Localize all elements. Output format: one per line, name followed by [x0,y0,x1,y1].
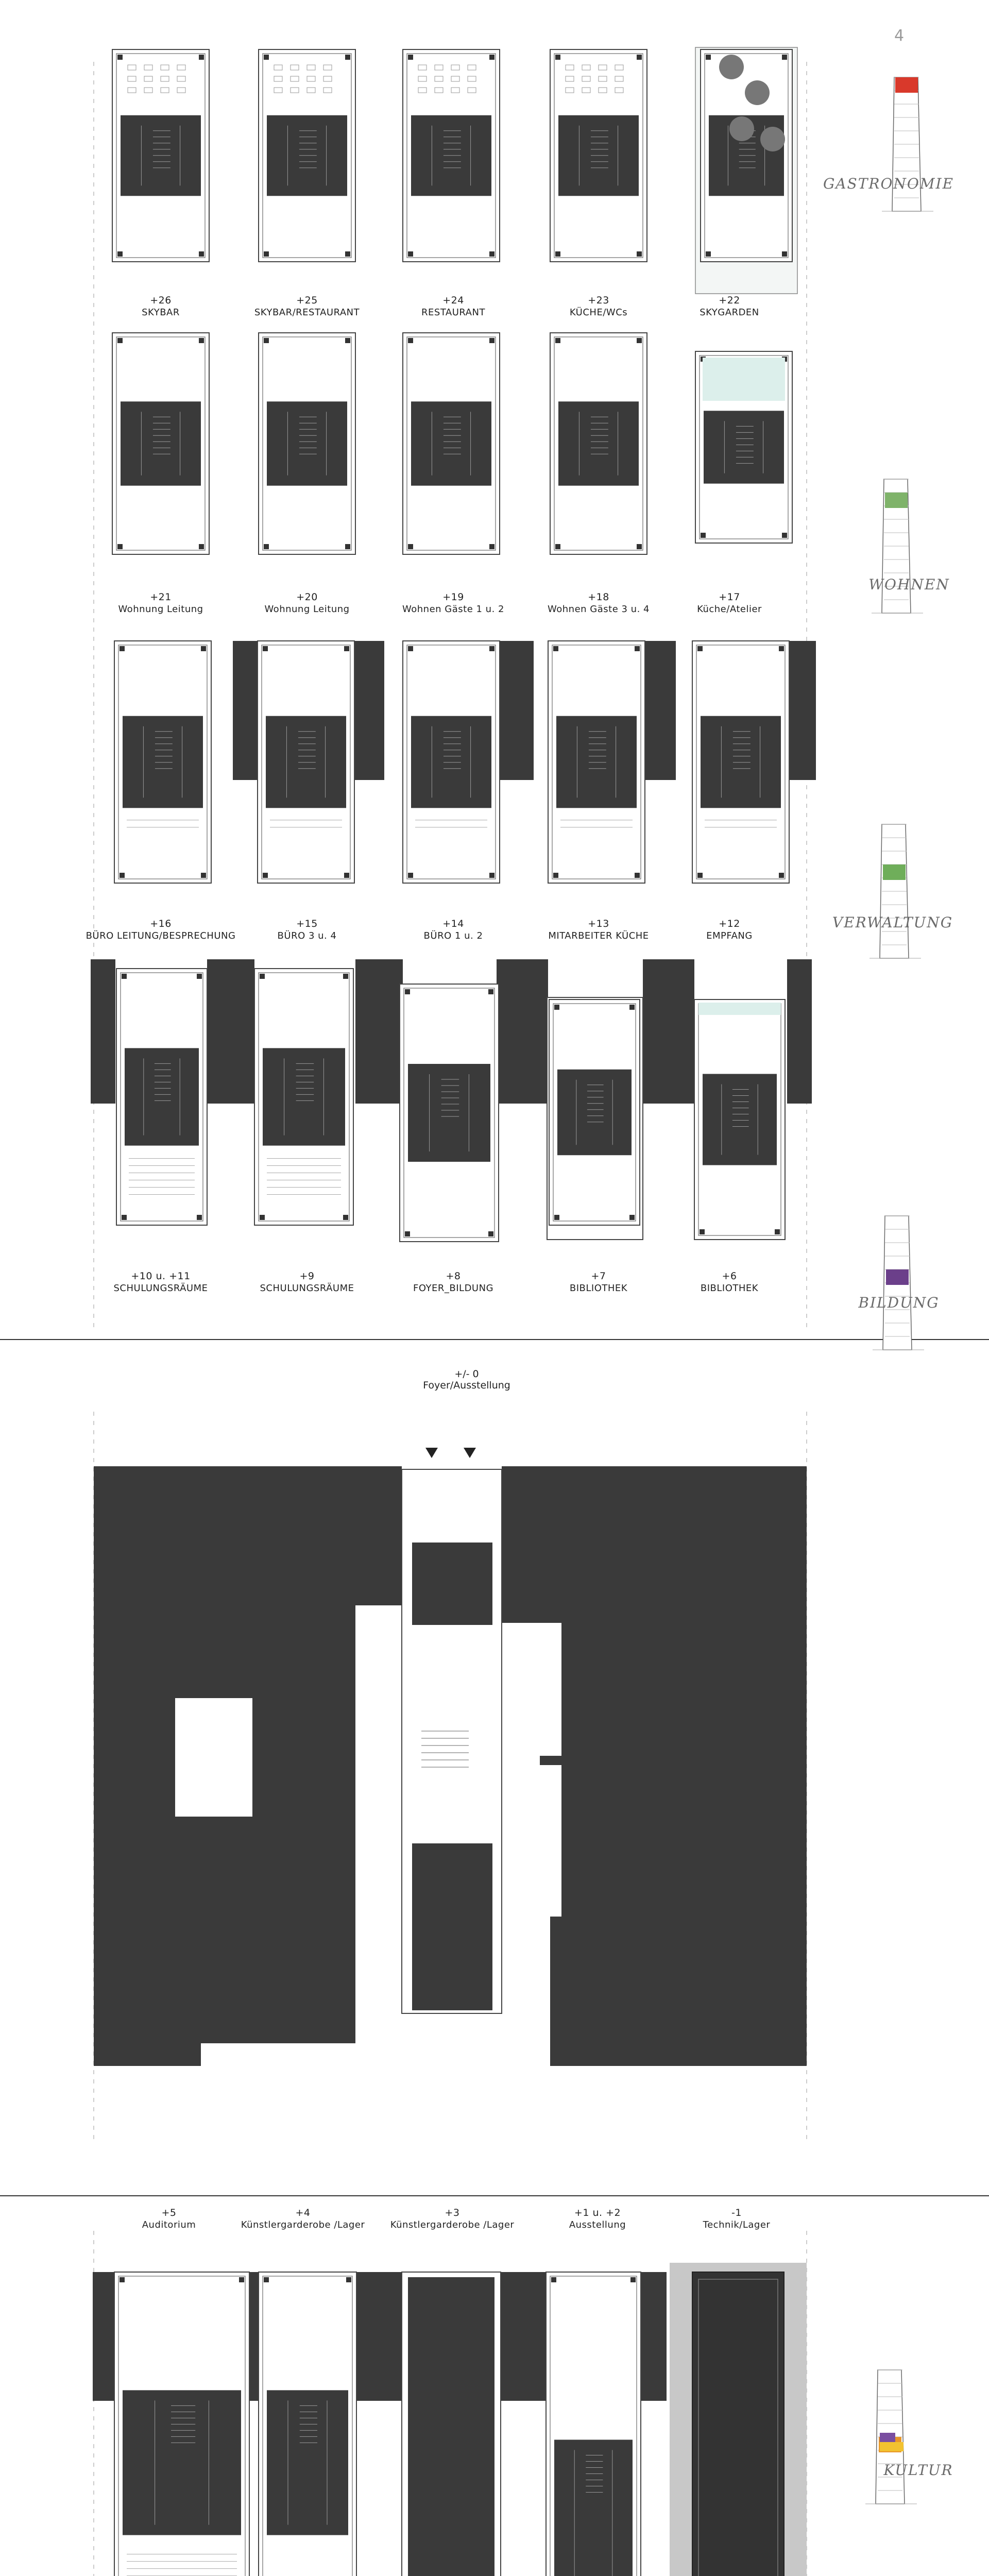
plan-column [408,646,413,651]
floor-label-plus10-11: +10 u. +11 SCHULUNGSRÄUME [113,1270,208,1294]
neighbour-building [355,959,403,1104]
plan-column [489,55,494,60]
neighbour-building [643,959,694,1104]
plan-column [489,338,494,343]
plan-column [405,1231,410,1236]
courtyard-void [175,1698,252,1817]
floor-label-plus14: +14 BÜRO 1 u. 2 [423,918,483,941]
plan-column [551,2277,556,2282]
plan-column [197,1215,202,1220]
floor-label-ground: +/- 0 Foyer/Ausstellung [423,1368,510,1391]
plan-column [779,873,784,878]
category-verwaltung: VERWALTUNG [832,914,953,931]
plan-column [637,55,642,60]
plan-column [264,544,269,549]
plan-column [555,544,560,549]
plan-core [558,401,639,485]
tree-symbol [760,127,785,151]
plan-column [264,2277,269,2282]
floor-label-plus16: +16 BÜRO LEITUNG/BESPRECHUNG [86,918,236,941]
plan-column [239,2277,244,2282]
neighbour-building [356,2272,402,2401]
plan-column [199,55,204,60]
plan-column [405,989,410,994]
floor-label-plus15: +15 BÜRO 3 u. 4 [277,918,337,941]
floor-label-plus23: +23 KÜCHE/WCs [569,295,628,318]
plan-column [630,2277,636,2282]
neighbour-building [233,641,261,780]
neighbour-building [91,959,115,1104]
plan-column [408,55,413,60]
plan-column [775,1229,780,1234]
floor-label-plus22: +22 SKYGARDEN [700,295,759,318]
plan-column [345,55,350,60]
plan-column [553,646,558,651]
plan-column [629,1215,635,1220]
plan-column [260,974,265,979]
plan-column [122,1215,127,1220]
plan-core [263,1048,345,1145]
plan-core [121,401,201,485]
plan-column [408,873,413,878]
plan-column [201,646,206,651]
plan-core [557,1070,632,1155]
floor-label-plus20: +20 Wohnung Leitung [264,591,350,615]
category-wohnen: WOHNEN [868,576,950,593]
neighbour-building [207,959,254,1104]
plan-column [345,338,350,343]
tower-highlight [886,1269,909,1285]
plan-column [263,646,268,651]
plan-column [408,338,413,343]
plan-core [411,716,491,808]
plan-core [703,1074,777,1165]
plan-column [706,251,711,257]
plan-column [488,1231,493,1236]
entrance-arrow [425,1448,438,1458]
neighbour-building [353,641,384,780]
plan-column [345,251,350,257]
plan-column [199,251,204,257]
tree-symbol [719,55,744,79]
floor-label-plus1-2: +1 u. +2 Ausstellung [569,2207,626,2230]
plan-column [264,251,269,257]
plan-column [629,1005,635,1010]
plan-column [637,251,642,257]
floor-label-plus21: +21 Wohnung Leitung [118,591,203,615]
floor-label-plus3: +3 Künstlergarderobe /Lager [390,2207,515,2230]
floor-label-plus4: +4 Künstlergarderobe /Lager [241,2207,365,2230]
plan-core [701,716,781,808]
plan-column [117,338,123,343]
floor-label-plus5: +5 Auditorium [142,2207,196,2230]
floor-label-plus6: +6 BIBLIOTHEK [700,1270,759,1294]
plan-column [120,873,125,878]
floor-label-plus13: +13 MITARBEITER KÜCHE [548,918,649,941]
plan-column [120,646,125,651]
plan-column [489,544,494,549]
plan-column [263,873,268,878]
neighbour-building [497,959,548,1104]
tower-highlight [880,2433,895,2442]
plan-column [264,55,269,60]
floor-label-plus12: +12 EMPFANG [706,918,753,941]
neighbour-block-east [502,1466,807,2066]
neighbour-building [641,2272,667,2401]
category-bildung: BILDUNG [858,1294,940,1311]
category-gastronomie: GASTRONOMIE [823,175,954,192]
tree-symbol [729,116,754,141]
plan-column [408,251,413,257]
tower-highlight [883,865,906,880]
plan-column [120,2277,125,2282]
plan-column [489,646,494,651]
plan-column [488,989,493,994]
plan-column [345,544,350,549]
plan-column [555,55,560,60]
floor-label-plus24: +24 RESTAURANT [421,295,485,318]
plan-column [554,1215,559,1220]
plan-column [343,974,348,979]
neighbour-building [501,2272,546,2401]
neighbour-building [93,2272,114,2401]
floor-label-plus7: +7 BIBLIOTHEK [569,1270,628,1294]
plan-column [117,251,123,257]
plan-column [697,873,703,878]
plan-column [197,974,202,979]
plan-column [635,646,640,651]
technik-room [692,2272,784,2576]
plan-column [782,251,787,257]
plan-column [782,533,787,538]
plan-column [343,1215,348,1220]
plan-column [700,1229,705,1234]
entrance-arrow [464,1448,476,1458]
tower-highlight [895,77,918,93]
plan-column [346,2277,351,2282]
neighbour-building [497,641,534,780]
plan-column [199,338,204,343]
plan-column [117,55,123,60]
skygarden-glazing [698,1003,781,1015]
floor-label-plus26: +26 SKYBAR [142,295,180,318]
plan-column [635,873,640,878]
plan-core [123,716,203,808]
ground-core-lower [412,1843,492,2010]
floor-label-plus9: +9 SCHULUNGSRÄUME [260,1270,354,1294]
plan-column [122,974,127,979]
plan-column [553,873,558,878]
plan-column [260,1215,265,1220]
plan-column [701,533,706,538]
ground-core [412,1543,492,1625]
plan-column [779,646,784,651]
plan-column [554,1005,559,1010]
plan-column [637,544,642,549]
floor-label-plus8: +8 FOYER_BILDUNG [413,1270,494,1294]
plan-column [637,338,642,343]
floor-label-plus25: +25 SKYBAR/RESTAURANT [254,295,360,318]
skygarden-glazing [703,358,785,401]
floor-label-minus1: -1 Technik/Lager [703,2207,771,2230]
floor-label-plus19: +19 Wohnen Gäste 1 u. 2 [402,591,504,615]
plan-core [704,411,784,483]
plan-column [782,55,787,60]
category-kultur: KULTUR [883,2462,953,2479]
floor-label-plus18: +18 Wohnen Gäste 3 u. 4 [548,591,650,615]
tower-highlight [885,493,908,508]
tree-symbol [745,80,770,105]
plan-column [201,873,206,878]
plan-core [125,1048,199,1145]
plan-column [117,544,123,549]
neighbour-building [787,959,812,1104]
plan-core [408,1064,490,1162]
plan-column [344,873,349,878]
plan-core [411,401,491,485]
neighbour-building [789,641,816,780]
page-number: 4 [894,27,905,45]
plan-column [489,251,494,257]
plan-column [489,873,494,878]
plan-core [266,716,346,808]
plan-column [199,544,204,549]
floor-label-plus17: +17 Küche/Atelier [697,591,762,615]
plan-column [408,544,413,549]
plan-core [408,2277,494,2576]
plan-column [697,646,703,651]
plan-column [344,646,349,651]
plan-core [554,2440,633,2576]
plan-column [555,251,560,257]
plan-core [556,716,637,808]
plan-core [267,401,347,485]
plan-column [264,338,269,343]
tower-highlight [880,2442,903,2451]
plan-column [706,55,711,60]
plan-column [555,338,560,343]
